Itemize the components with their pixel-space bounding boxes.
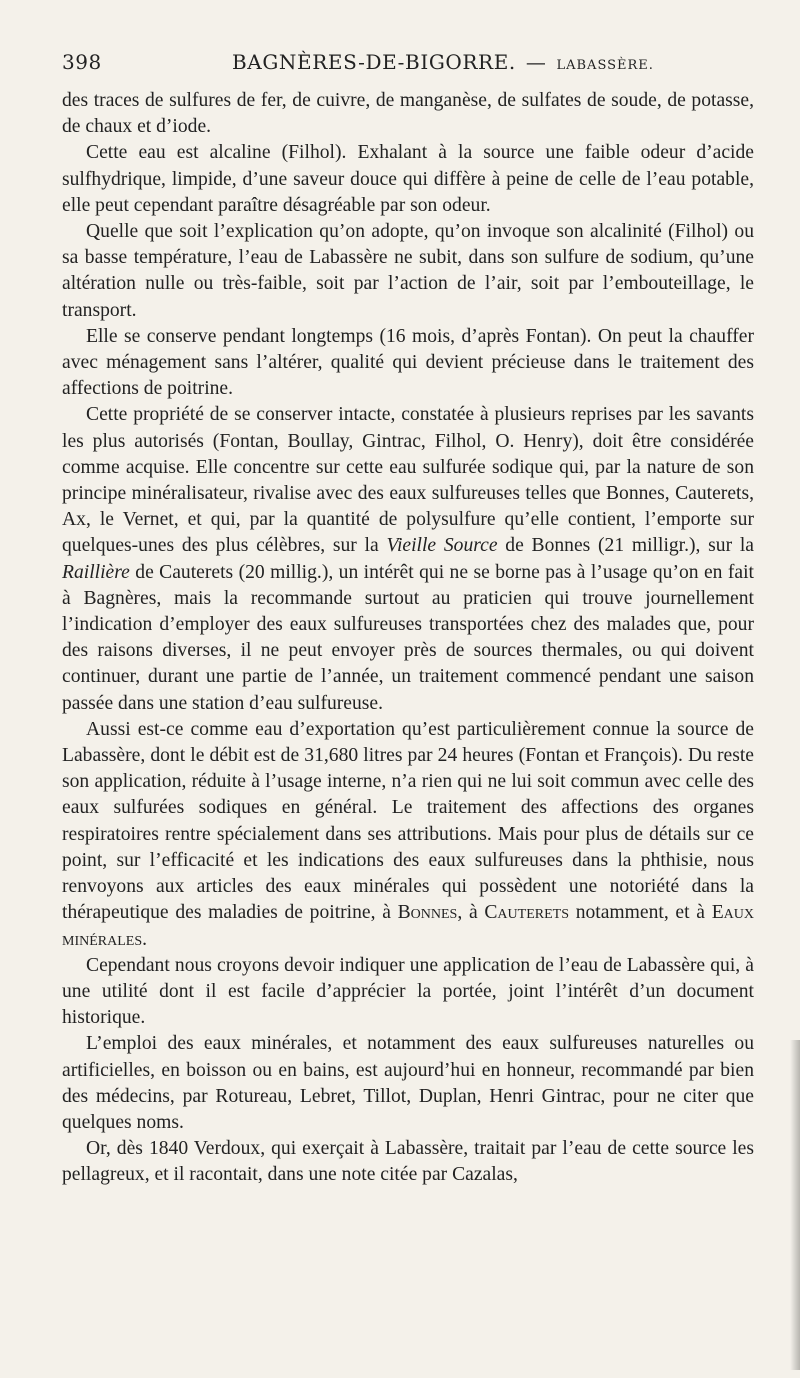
header-dash: — [525,50,547,74]
paragraph-6-separator: , à [457,902,478,924]
book-title: BAGNÈRES-DE-BIGORRE. [232,50,516,74]
running-header [62,48,754,78]
vieille-source-term: Vieille Source [386,535,498,557]
eaux-minerales-reference: Eaux minérales [62,902,754,950]
paragraph-2: Cette eau est alcaline (Filhol). Exhalant à la source une faible odeur d’acide sulfhydrique, limpide, d’une saveur douce qui diffère à peine de celle de l’eau potable, elle peut cependant paraître désagréable par son odeur. [62,142,754,216]
paragraph-9: Or, dès 1840 Verdoux, qui exerçait à Labassère, traitait par l’eau de cette source les pellagreux, et il racontait, dans une note citée par Cazalas, [62,1138,754,1186]
paragraph-5-part-a: Cette propriété de se conserver intacte, constatée à plusieurs reprises par les savants les plus autorisés (Fontan, Boullay, Gintrac, Filhol, O. Henry), doit être considérée comme acquise. Elle concentre sur cette eau sulfurée sodique qui, par la nature de son principe minéralisateur, rivalise avec des eaux sulfureuses telles que Bonnes, Cauterets, Ax, le Vernet, et qui, par la quantité de polysulfure qu’elle contient, l’emporte sur quelques-unes des plus célèbres, sur la [62,404,754,557]
paragraph-7: Cependant nous croyons devoir indiquer une application de l’eau de Labassère qui, à une utilité dont il est facile d’apprécier la portée, joint l’intérêt d’un document historique. [62,954,754,1029]
cauterets-reference: Cauterets [484,902,569,924]
paragraph-4: Elle se conserve pendant longtemps (16 mois, d’après Fontan). On peut la chauffer avec ménagement sans l’altérer, qualité qui devient précieuse dans le traitement des affections de poitrine. [62,325,754,400]
running-title [232,50,654,74]
paragraph-5-part-c: de Cauterets (20 millig.), un intérêt qui ne se borne pas à l’usage qu’on en fait à Bagnères, mais la recommande surtout au praticien qui trouve journellement l’indication d’employer des eaux sulfureuses transportées chez des malades que, pour des raisons diverses, il ne peut envoyer près de sources thermales, ou qui doivent continuer, durant une partie de l’année, un traitement commencé pendant une saison passée dans une station d’eau sulfureuse. [62,561,754,714]
paragraph-5-part-b: de Bonnes (21 milligr.), sur la [505,535,754,557]
body-text [62,88,754,1189]
paragraph-3: Quelle que soit l’explication qu’on adopte, qu’on invoque son alcalinité (Filhol) ou sa basse température, l’eau de Labassère ne subit, dans son sulfure de sodium, qu’une altération nulle ou très-faible, soit par l’action de l’air, soit par l’embouteillage, le transport. [62,221,754,321]
railliere-term: Raillière [62,561,130,583]
page-edge-shadow [790,1040,800,1370]
paragraph-5 [62,402,754,716]
paragraph-6-end: . [142,928,148,950]
page-number: 398 [62,50,102,74]
paragraph-6-part-b: notamment, et à [575,902,705,924]
bonnes-reference: Bonnes [397,902,458,924]
paragraph-6-part-a: Aussi est-ce comme eau d’exportation qu’est particulièrement connue la source de Labassère, dont le débit est de 31,680 litres par 24 heures (Fontan et François). Du reste son application, réduite à l’usage interne, n’a rien qui ne lui soit commun avec celle des eaux sulfurées sodiques en général. Le traitement des affections des organes respiratoires rentre spécialement dans ses attributions. Mais pour plus de détails sur ce point, sur l’efficacité et les indications des eaux sulfureuses dans la phthisie, nous renvoyons aux articles des eaux minérales qui possèdent une notoriété dans la thérapeutique des maladies de poitrine, à [62,718,754,924]
section-title: LABASSÈRE. [556,58,654,73]
paragraph-1: des traces de sulfures de fer, de cuivre, de manganèse, de sulfates de soude, de potasse, de chaux et d’iode. [62,90,754,138]
paragraph-6 [62,717,754,953]
paragraph-8: L’emploi des eaux minérales, et notamment des eaux sulfureuses naturelles ou artificielles, en boisson ou en bains, est aujourd’hui en honneur, recommandé par bien des médecins, par Rotureau, Lebret, Tillot, Duplan, Henri Gintrac, pour ne citer que quelques noms. [62,1033,754,1133]
